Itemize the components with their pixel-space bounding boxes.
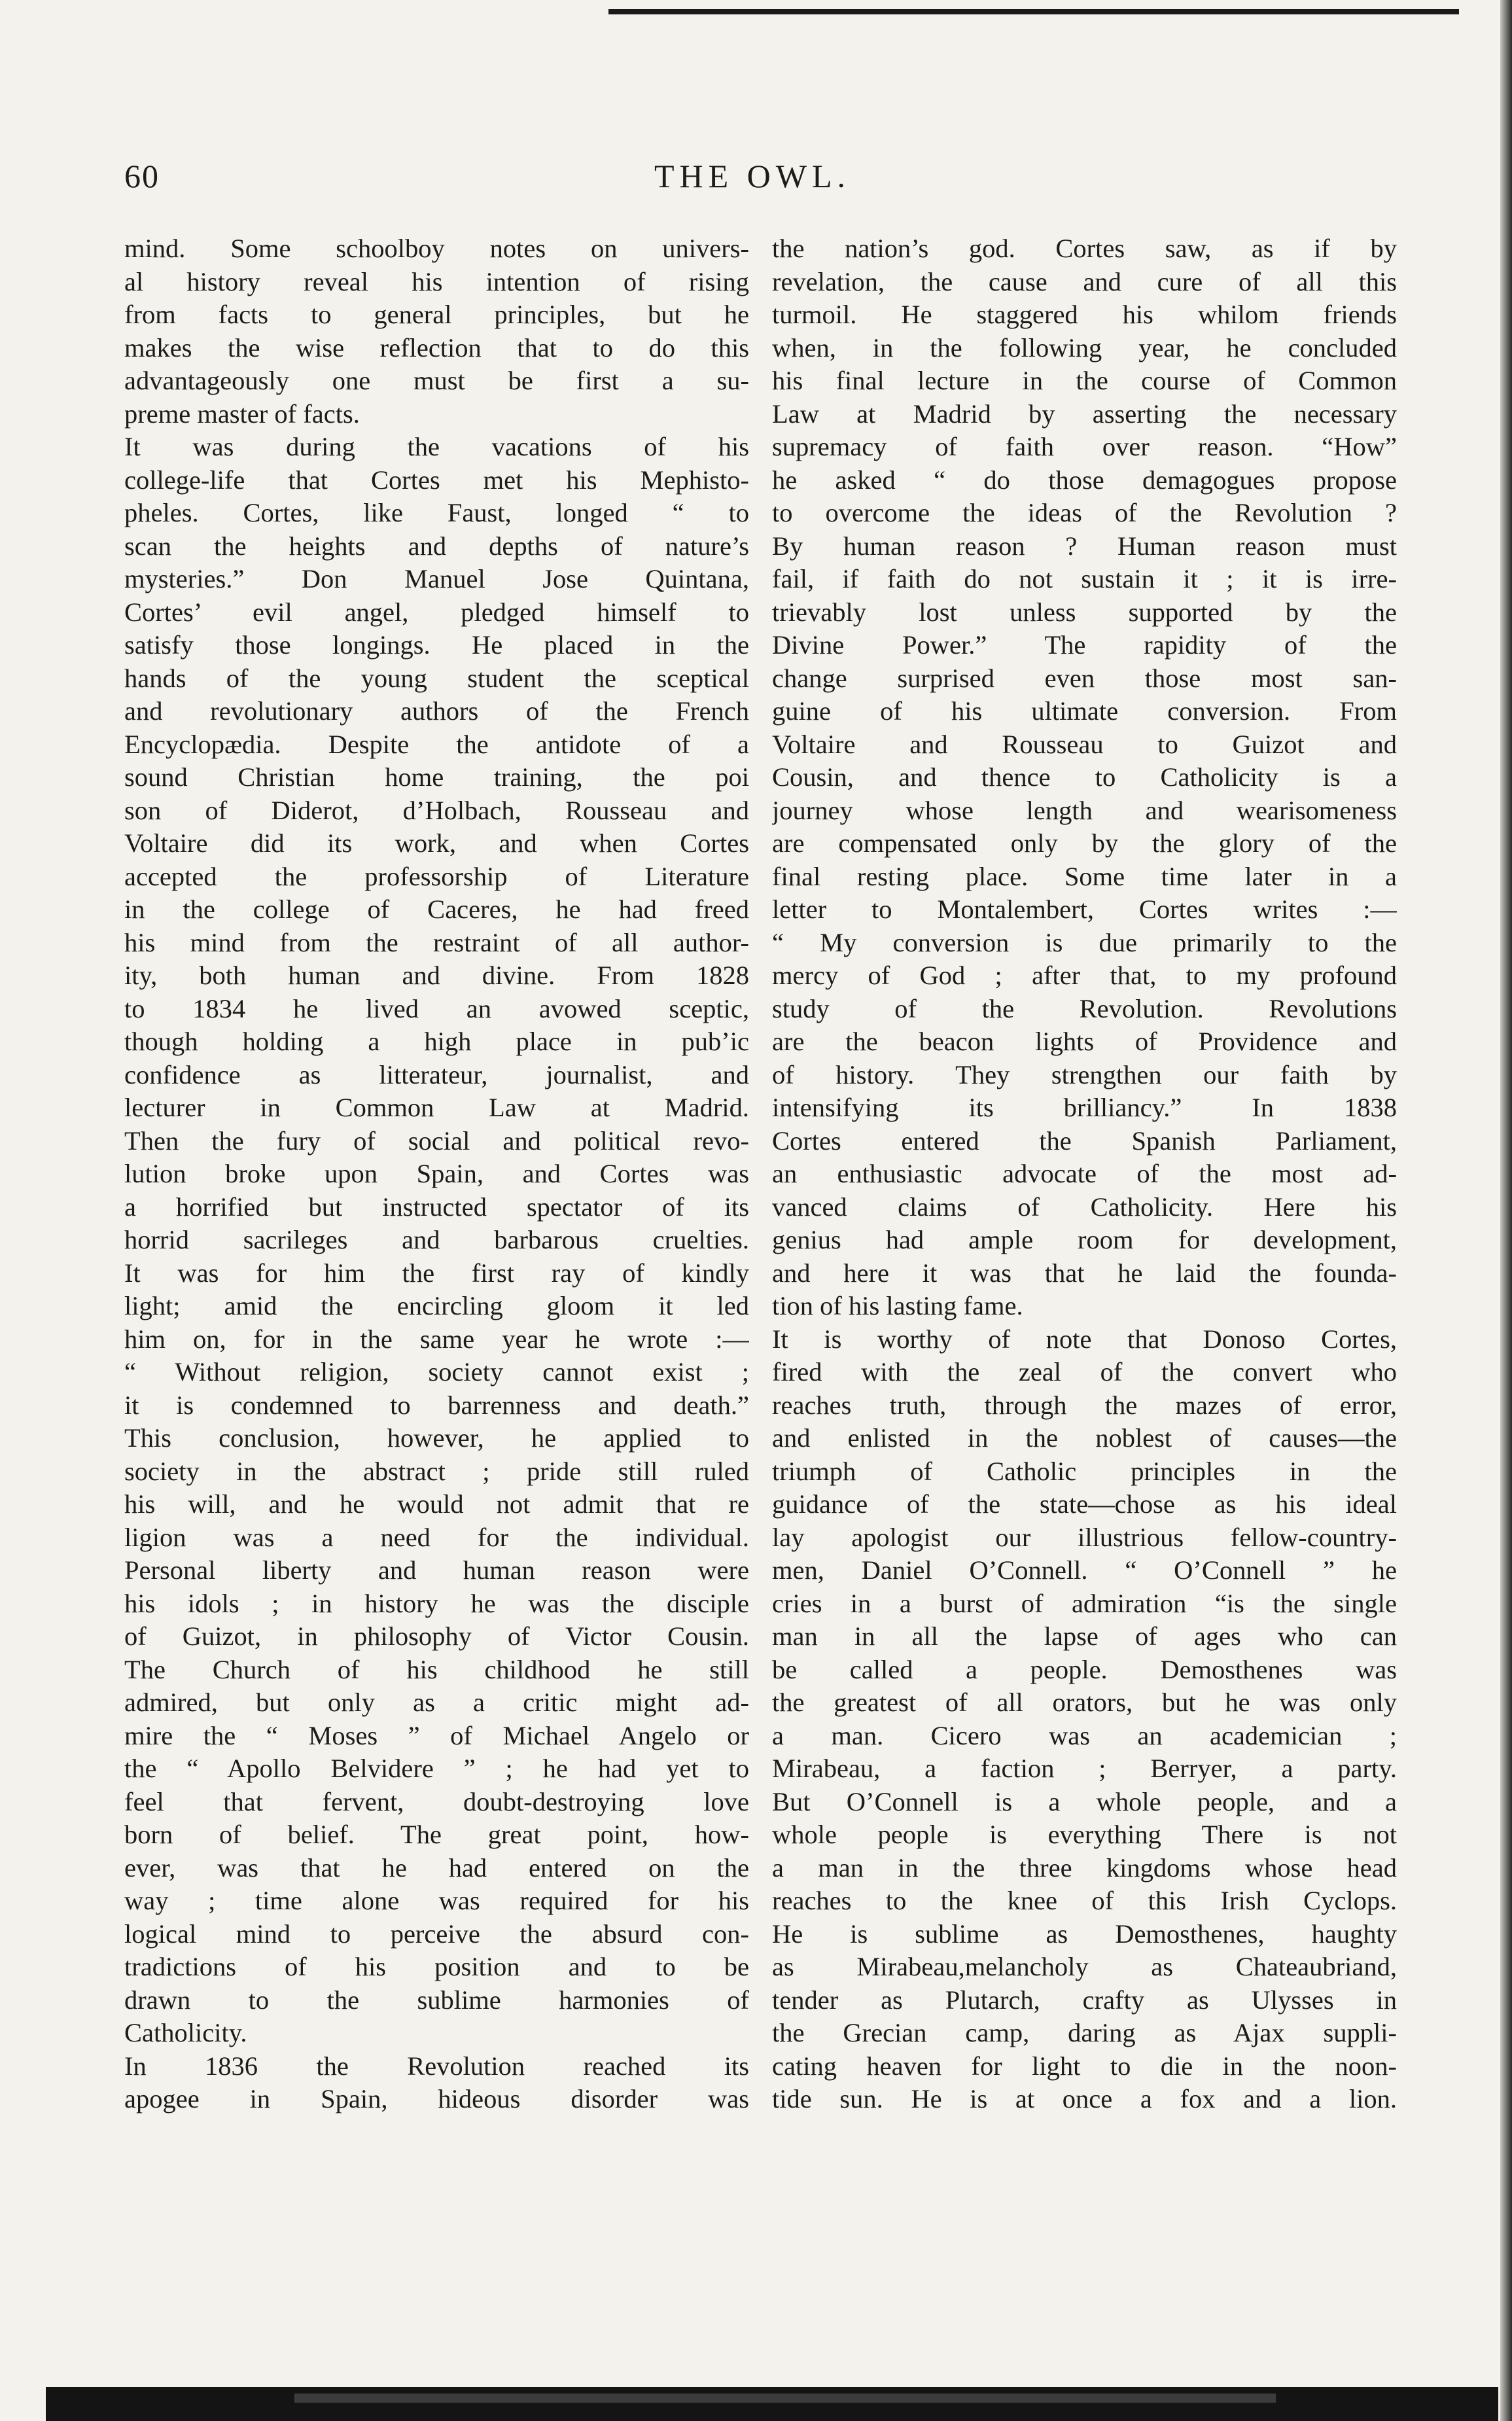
bottom-scan-band	[46, 2387, 1498, 2421]
text-line: a man. Cicero was an academician ;	[772, 1720, 1397, 1750]
text-line: scan the heights and depths of nature’s	[124, 531, 749, 561]
text-line: guidance of the state—chose as his ideal	[772, 1489, 1397, 1519]
text-line: college-life that Cortes met his Mephisto-	[124, 465, 749, 495]
text-line: fired with the zeal of the convert who	[772, 1357, 1397, 1387]
text-line: ity, both human and divine. From 1828	[124, 961, 749, 990]
text-line: logical mind to perceive the absurd con-	[124, 1918, 749, 1949]
text-column-left	[124, 232, 749, 2116]
text-line: society in the abstract ; pride still ruled	[124, 1456, 749, 1486]
text-line: Encyclopædia. Despite the antidote of a	[124, 729, 749, 759]
text-line: genius had ample room for development,	[772, 1225, 1397, 1254]
text-line: the “ Apollo Belvidere ” ; he had yet to	[124, 1754, 749, 1783]
text-line: It is worthy of note that Donoso Cortes,	[772, 1324, 1397, 1354]
text-line: his will, and he would not admit that re	[124, 1489, 749, 1519]
text-line: men, Daniel O’Connell. “ O’Connell ” he	[772, 1555, 1397, 1585]
text-line: sound Christian home training, the poi	[124, 762, 749, 792]
text-line: reaches to the knee of this Irish Cyclops.	[772, 1886, 1397, 1915]
text-line: admired, but only as a critic might ad-	[124, 1688, 749, 1717]
text-line: advantageously one must be first a su-	[124, 366, 749, 395]
text-line: final resting place. Some time later in a	[772, 861, 1397, 891]
page-header	[124, 157, 1380, 209]
text-line: to 1834 he lived an avowed sceptic,	[124, 993, 749, 1023]
text-line: He is sublime as Demosthenes, haughty	[772, 1918, 1397, 1949]
text-column-right	[772, 232, 1397, 2116]
text-line: This conclusion, however, he applied to	[124, 1423, 749, 1453]
text-line: The Church of his childhood he still	[124, 1654, 749, 1684]
text-line: whole people is everything There is not	[772, 1820, 1397, 1849]
page-edge-shadow	[1500, 0, 1512, 2421]
text-line: and here it was that he laid the founda-	[772, 1258, 1397, 1288]
text-line: and revolutionary authors of the French	[124, 696, 749, 726]
text-line: lution broke upon Spain, and Cortes was	[124, 1159, 749, 1188]
page-number: 60	[124, 158, 160, 194]
text-line: fail, if faith do not sustain it ; it is irre-	[772, 564, 1397, 593]
text-line: ligion was a need for the individual.	[124, 1522, 749, 1552]
text-line: though holding a high place in pub’ic	[124, 1027, 749, 1056]
text-line: “ My conversion is due primarily to the	[772, 927, 1397, 957]
text-line: Catholicity.	[124, 2018, 247, 2047]
text-line: be called a people. Demosthenes was	[772, 1654, 1397, 1684]
top-scan-rule	[608, 9, 1459, 14]
text-line: Cortes’ evil angel, pledged himself to	[124, 597, 749, 627]
text-line: But O’Connell is a whole people, and a	[772, 1786, 1397, 1816]
text-line: of history. They strengthen our faith by	[772, 1059, 1397, 1089]
text-line: lecturer in Common Law at Madrid.	[124, 1093, 749, 1122]
text-line: in the college of Caceres, he had freed	[124, 894, 749, 924]
text-line: reaches truth, through the mazes of error,	[772, 1390, 1397, 1420]
text-line: change surprised even those most san-	[772, 663, 1397, 693]
text-line: apogee in Spain, hideous disorder was	[124, 2084, 749, 2113]
text-line: feel that fervent, doubt-destroying love	[124, 1786, 749, 1816]
text-line: from facts to general principles, but he	[124, 300, 749, 329]
text-line: are compensated only by the glory of the	[772, 828, 1397, 858]
text-line: way ; time alone was required for his	[124, 1886, 749, 1915]
text-line: turmoil. He staggered his whilom friends	[772, 300, 1397, 329]
text-line: Voltaire did its work, and when Cortes	[124, 828, 749, 858]
text-line: It was during the vacations of his	[124, 432, 749, 461]
text-line: al history reveal his intention of rising	[124, 266, 749, 296]
text-line: tradictions of his position and to be	[124, 1952, 749, 1981]
text-line: Mirabeau, a faction ; Berryer, a party.	[772, 1754, 1397, 1783]
text-line: mysteries.” Don Manuel Jose Quintana,	[124, 564, 749, 593]
text-line: cating heaven for light to die in the noon-	[772, 2051, 1397, 2081]
text-line: triumph of Catholic principles in the	[772, 1456, 1397, 1486]
text-line: as Mirabeau,melancholy as Chateaubriand,	[772, 1952, 1397, 1981]
text-line: Voltaire and Rousseau to Guizot and	[772, 729, 1397, 759]
text-line: his mind from the restraint of all author-	[124, 927, 749, 957]
running-title: THE OWL.	[654, 158, 851, 194]
text-line: light; amid the encircling gloom it led	[124, 1291, 749, 1320]
text-line: born of belief. The great point, how-	[124, 1820, 749, 1849]
text-line: a horrified but instructed spectator of its	[124, 1192, 749, 1222]
text-line: man in all the lapse of ages who can	[772, 1621, 1397, 1651]
text-line: confidence as litterateur, journalist, and	[124, 1059, 749, 1089]
text-line: his final lecture in the course of Common	[772, 366, 1397, 395]
text-line: the greatest of all orators, but he was only	[772, 1688, 1397, 1717]
text-line: Then the fury of social and political revo-	[124, 1125, 749, 1156]
text-line: mind. Some schoolboy notes on univers-	[124, 234, 749, 263]
text-line: revelation, the cause and cure of all this	[772, 266, 1397, 296]
text-line: when, in the following year, he concluded	[772, 332, 1397, 362]
text-line: mercy of God ; after that, to my profound	[772, 961, 1397, 990]
text-line: By human reason ? Human reason must	[772, 531, 1397, 561]
text-line: the Grecian camp, daring as Ajax suppli-	[772, 2018, 1397, 2047]
text-line: mire the “ Moses ” of Michael Angelo or	[124, 1720, 749, 1750]
text-line: a man in the three kingdoms whose head	[772, 1852, 1397, 1882]
text-line: accepted the professorship of Literature	[124, 861, 749, 891]
text-line: “ Without religion, society cannot exist ;	[124, 1357, 749, 1387]
text-line: supremacy of faith over reason. “How”	[772, 432, 1397, 461]
text-line: guine of his ultimate conversion. From	[772, 696, 1397, 726]
text-line: hands of the young student the sceptical	[124, 663, 749, 693]
text-line: lay apologist our illustrious fellow-country-	[772, 1522, 1397, 1552]
text-line: letter to Montalembert, Cortes writes :—	[772, 894, 1397, 924]
text-line: It was for him the first ray of kindly	[124, 1258, 749, 1288]
text-line: tion of his lasting fame.	[772, 1291, 1023, 1320]
text-line: he asked “ do those demagogues propose	[772, 465, 1397, 495]
text-line: ever, was that he had entered on the	[124, 1852, 749, 1882]
text-line: satisfy those longings. He placed in the	[124, 630, 749, 660]
text-line: an enthusiastic advocate of the most ad-	[772, 1159, 1397, 1188]
text-line: his idols ; in history he was the disciple	[124, 1588, 749, 1618]
text-line: tender as Plutarch, crafty as Ulysses in	[772, 1985, 1397, 2015]
text-line: of Guizot, in philosophy of Victor Cousin.	[124, 1621, 749, 1651]
text-line: cries in a burst of admiration “is the single	[772, 1588, 1397, 1618]
text-line: Personal liberty and human reason were	[124, 1555, 749, 1585]
text-line: makes the wise reflection that to do this	[124, 332, 749, 362]
text-line: him on, for in the same year he wrote :—	[124, 1324, 749, 1354]
text-line: Cortes entered the Spanish Parliament,	[772, 1125, 1397, 1156]
text-line: pheles. Cortes, like Faust, longed “ to	[124, 498, 749, 527]
text-line: Divine Power.” The rapidity of the	[772, 630, 1397, 660]
text-line: tide sun. He is at once a fox and a lion.	[772, 2084, 1397, 2113]
text-line: In 1836 the Revolution reached its	[124, 2051, 749, 2081]
text-line: to overcome the ideas of the Revolution ?	[772, 498, 1397, 527]
text-line: are the beacon lights of Providence and	[772, 1027, 1397, 1056]
text-line: journey whose length and wearisomeness	[772, 795, 1397, 825]
text-line: study of the Revolution. Revolutions	[772, 993, 1397, 1023]
text-line: Law at Madrid by asserting the necessary	[772, 398, 1397, 429]
text-line: horrid sacrileges and barbarous cruelties.	[124, 1225, 749, 1254]
text-line: preme master of facts.	[124, 398, 360, 429]
text-line: vanced claims of Catholicity. Here his	[772, 1192, 1397, 1222]
text-line: the nation’s god. Cortes saw, as if by	[772, 234, 1397, 263]
text-line: it is condemned to barrenness and death.”	[124, 1390, 749, 1420]
text-line: intensifying its brilliancy.” In 1838	[772, 1093, 1397, 1122]
text-line: drawn to the sublime harmonies of	[124, 1985, 749, 2015]
text-line: Cousin, and thence to Catholicity is a	[772, 762, 1397, 792]
text-line: and enlisted in the noblest of causes—the	[772, 1423, 1397, 1453]
text-line: trievably lost unless supported by the	[772, 597, 1397, 627]
text-line: son of Diderot, d’Holbach, Rousseau and	[124, 795, 749, 825]
